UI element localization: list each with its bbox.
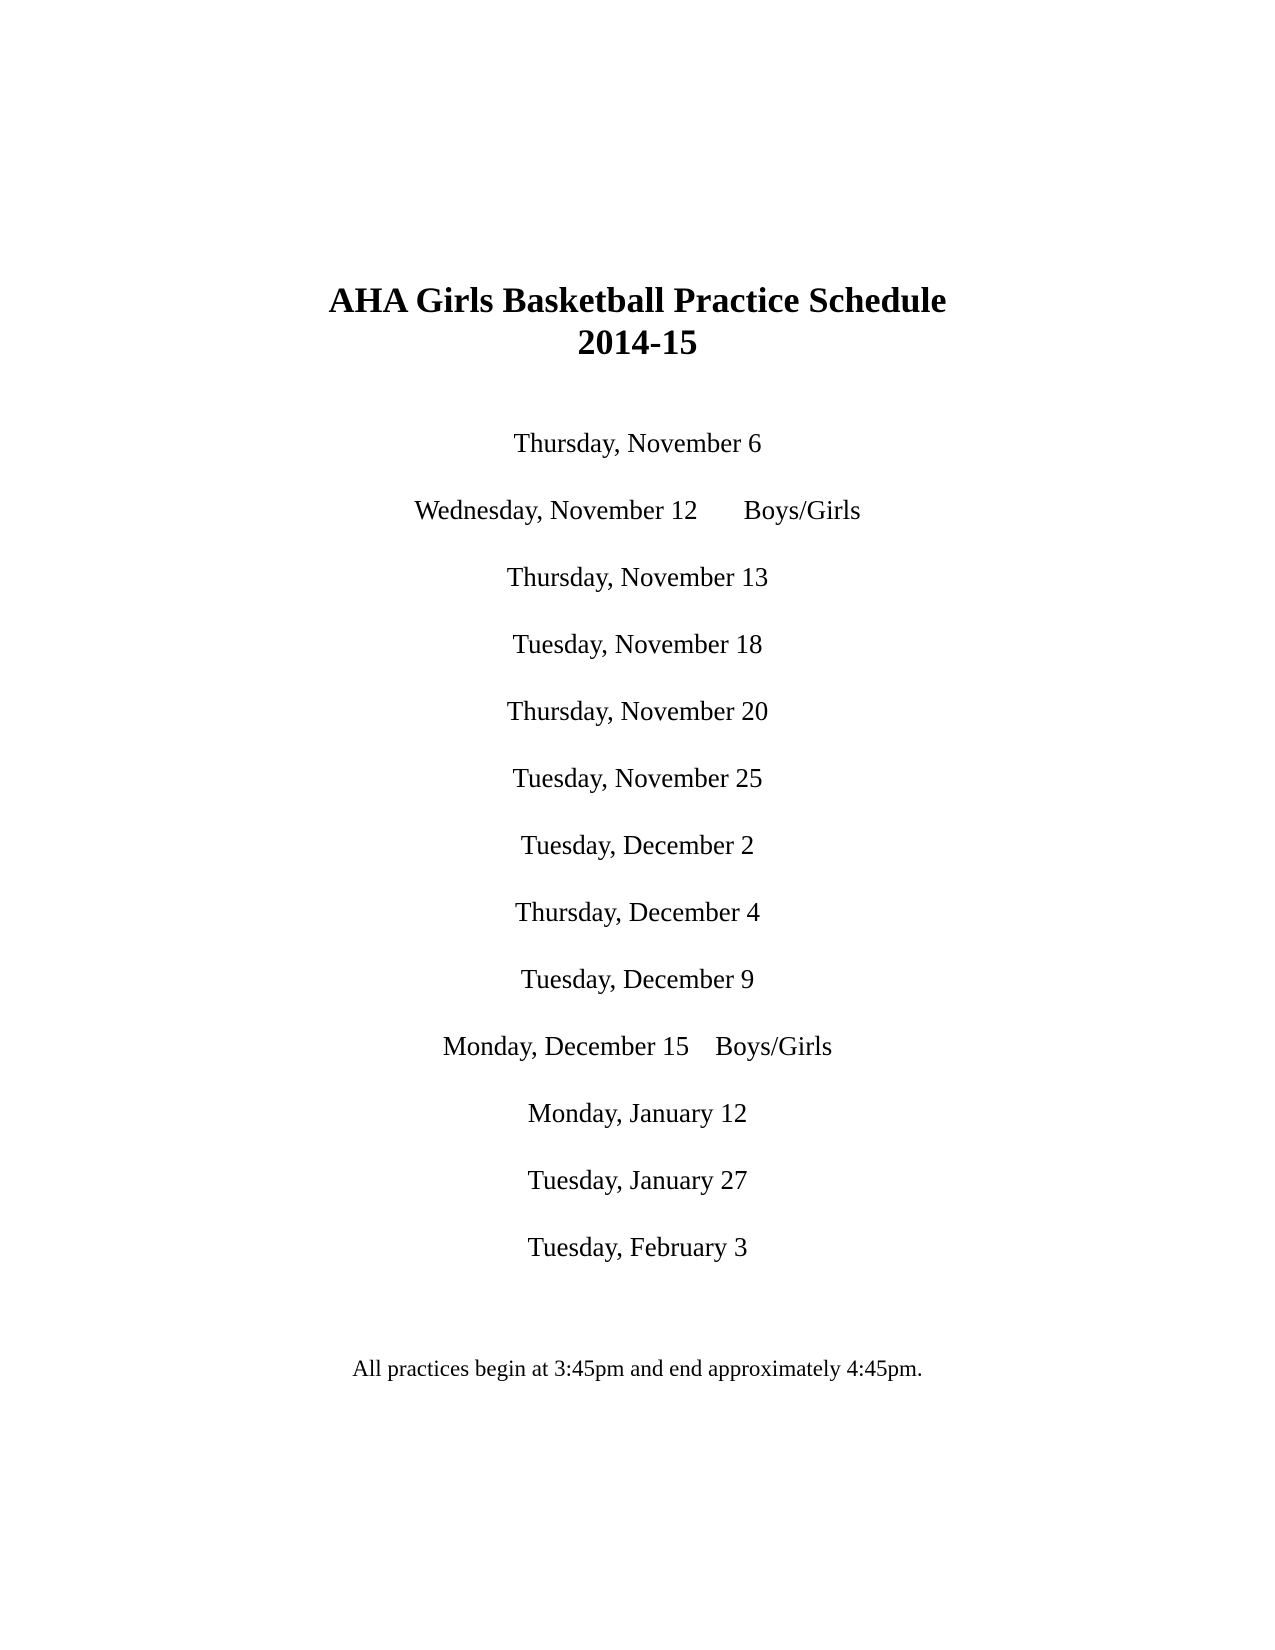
schedule-item bbox=[0, 562, 1275, 629]
schedule-date: Monday, January 12 bbox=[527, 1098, 748, 1128]
schedule-date: Wednesday, November 12 bbox=[414, 495, 698, 525]
schedule-item bbox=[0, 495, 1275, 562]
schedule-item bbox=[0, 830, 1275, 897]
schedule-item bbox=[0, 696, 1275, 763]
schedule-item bbox=[0, 897, 1275, 964]
schedule-item bbox=[0, 964, 1275, 1031]
schedule-date: Thursday, November 20 bbox=[506, 696, 769, 726]
schedule-date: Tuesday, February 3 bbox=[527, 1232, 748, 1262]
schedule-item bbox=[0, 763, 1275, 830]
practice-time-note: All practices begin at 3:45pm and end approximately 4:45pm. bbox=[352, 1356, 923, 1381]
schedule-item bbox=[0, 629, 1275, 696]
schedule-item bbox=[0, 1165, 1275, 1232]
schedule-date: Tuesday, January 27 bbox=[527, 1165, 748, 1195]
practice-schedule-list bbox=[0, 428, 1275, 1299]
document-season: 2014-15 bbox=[577, 322, 698, 362]
schedule-date: Thursday, November 6 bbox=[513, 428, 762, 458]
schedule-item bbox=[0, 1031, 1275, 1098]
schedule-date: Monday, December 15 bbox=[442, 1031, 690, 1061]
schedule-date: Tuesday, November 18 bbox=[512, 629, 763, 659]
schedule-date: Tuesday, November 25 bbox=[512, 763, 763, 793]
schedule-item bbox=[0, 1232, 1275, 1299]
document-title: AHA Girls Basketball Practice Schedule bbox=[328, 280, 947, 320]
schedule-date: Tuesday, December 9 bbox=[520, 964, 755, 994]
schedule-date: Thursday, November 13 bbox=[506, 562, 769, 592]
schedule-note: Boys/Girls bbox=[743, 495, 861, 525]
schedule-date: Thursday, December 4 bbox=[515, 897, 760, 927]
schedule-note: Boys/Girls bbox=[715, 1031, 833, 1061]
schedule-item bbox=[0, 428, 1275, 495]
schedule-item bbox=[0, 1098, 1275, 1165]
schedule-date: Tuesday, December 2 bbox=[520, 830, 755, 860]
